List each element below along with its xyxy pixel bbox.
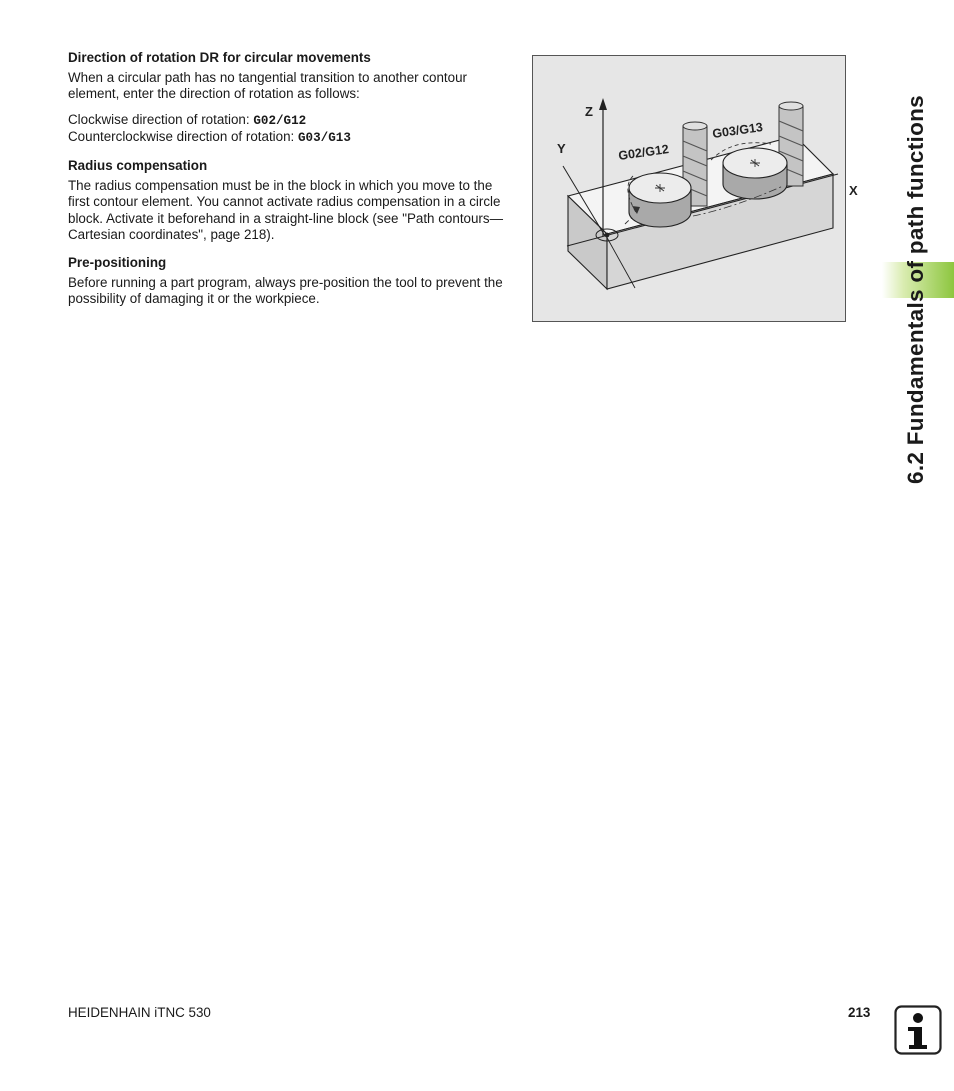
origin-dot <box>605 233 610 238</box>
section-heading: Pre-positioning <box>68 255 167 271</box>
section-paragraph: When a circular path has no tangential transition to another contour element, enter the direction of rotation as follows: <box>68 70 467 102</box>
ccw-line: Counterclockwise direction of rotation: G03/G13 <box>68 128 351 145</box>
cw-line: Clockwise direction of rotation: G02/G12 <box>68 111 307 128</box>
section-direction <box>68 50 513 146</box>
axis-y-label: Y <box>557 141 566 156</box>
section-paragraph: The radius compensation must be in the block in which you move to the first contour element. You cannot activate radius compensation in a circle block. Activate it beforehand in a straight-line block (see "Path contours—Cartesian coordinates", page 218). <box>68 178 503 242</box>
chapter-title: 6.2 Fundamentals of path functions <box>903 95 928 484</box>
workpiece-illustration <box>533 56 858 321</box>
z-arrow <box>599 98 607 110</box>
info-icon <box>894 1005 942 1055</box>
section-heading: Radius compensation <box>68 158 208 174</box>
content-column <box>68 50 513 320</box>
page-number: 213 <box>848 1005 871 1020</box>
axis-z-label: Z <box>585 104 593 119</box>
section-paragraph: Before running a part program, always pre-position the tool to prevent the possibility of damaging it or the workpiece. <box>68 275 503 307</box>
rotation-figure <box>532 55 858 322</box>
section-heading: Direction of rotation DR for circular movements <box>68 50 371 65</box>
cw-code: G02/G12 <box>253 113 307 128</box>
cw-label: G02/G12 <box>617 142 670 163</box>
footer-product: HEIDENHAIN iTNC 530 <box>68 1005 211 1020</box>
chapter-side-tab <box>882 0 954 1091</box>
ccw-code: G03/G13 <box>297 130 351 145</box>
ccw-label: G03/G13 <box>711 120 764 141</box>
section-radius <box>68 158 513 243</box>
section-prepositioning <box>68 255 513 308</box>
axis-x-label: X <box>849 183 858 198</box>
